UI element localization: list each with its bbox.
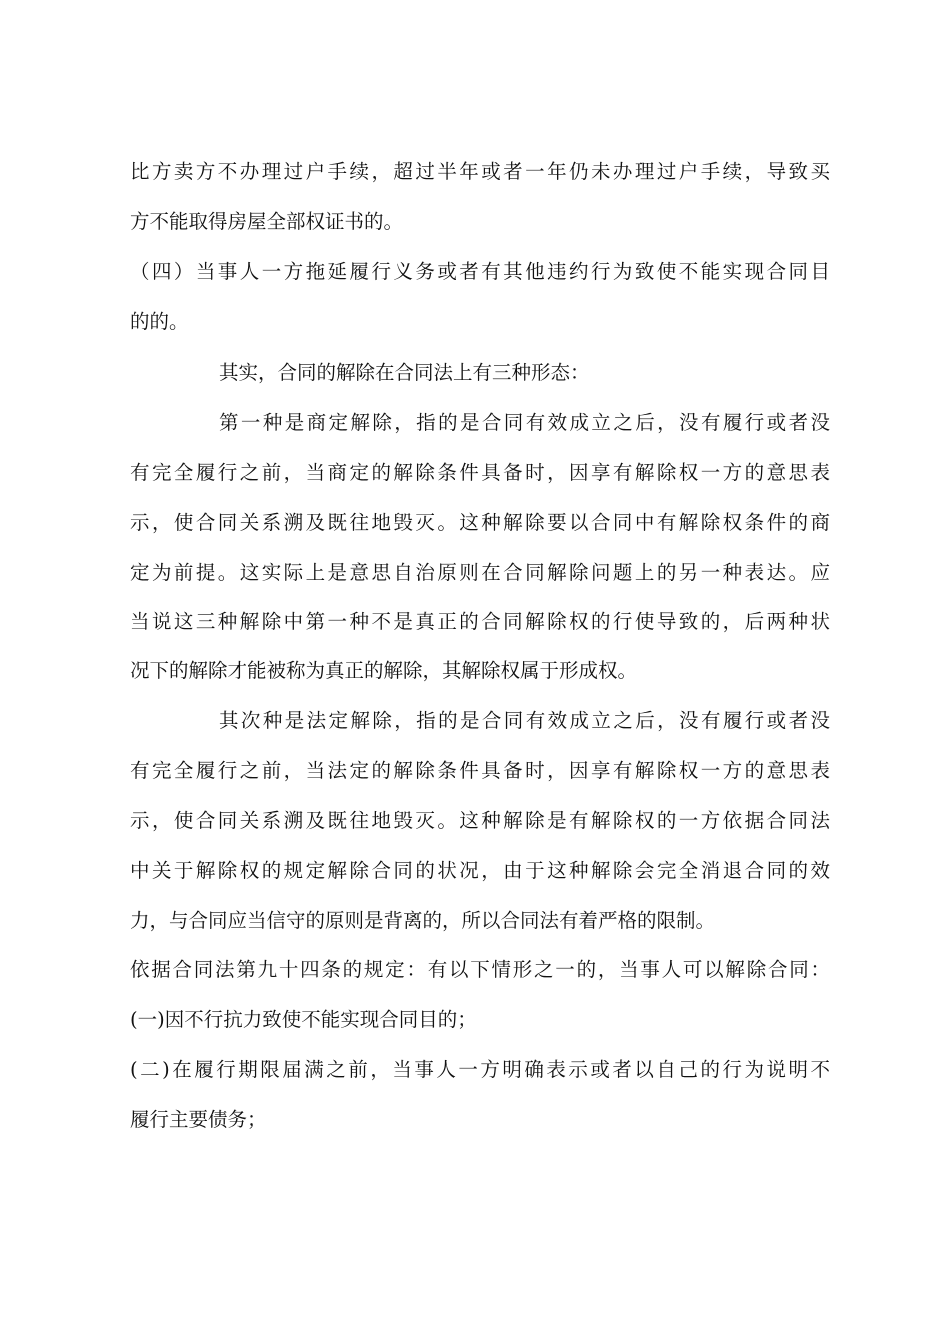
text-line: 示，使合同关系溯及既往地毁灭。这种解除要以合同中有解除权条件的商 bbox=[130, 511, 830, 534]
text-line: 依据合同法第九十四条的规定：有以下情形之一的，当事人可以解除合同： bbox=[130, 958, 830, 981]
text-line: 力，与合同应当信守的原则是背离的，所以合同法有着严格的限制。 bbox=[130, 909, 716, 932]
text-line: 其实，合同的解除在合同法上有三种形态： bbox=[219, 361, 590, 384]
text-line: 况下的解除才能被称为真正的解除，其解除权属于形成权。 bbox=[130, 659, 638, 682]
text-line: 有完全履行之前，当商定的解除条件具备时，因享有解除权一方的意思表 bbox=[130, 461, 830, 484]
text-line: (二)在履行期限届满之前，当事人一方明确表示或者以自己的行为说明不 bbox=[130, 1058, 830, 1081]
text-line: 当说这三种解除中第一种不是真正的合同解除权的行使导致的，后两种状 bbox=[130, 610, 830, 633]
text-line: （四）当事人一方拖延履行义务或者有其他违约行为致使不能实现合同目 bbox=[130, 260, 830, 283]
text-line: 示，使合同关系溯及既往地毁灭。这种解除是有解除权的一方依据合同法 bbox=[130, 809, 830, 832]
text-line: 有完全履行之前，当法定的解除条件具备时，因享有解除权一方的意思表 bbox=[130, 759, 830, 782]
text-line: 定为前提。这实际上是意思自治原则在合同解除问题上的另一种表达。应 bbox=[130, 561, 830, 584]
text-line: 的的。 bbox=[130, 310, 189, 333]
text-line: 比方卖方不办理过户手续，超过半年或者一年仍未办理过户手续，导致买 bbox=[130, 160, 830, 183]
text-line: 方不能取得房屋全部权证书的。 bbox=[130, 210, 404, 233]
text-line: 其次种是法定解除，指的是合同有效成立之后，没有履行或者没 bbox=[219, 709, 830, 732]
text-line: (一)因不行抗力致使不能实现合同目的； bbox=[130, 1008, 477, 1031]
text-line: 履行主要债务； bbox=[130, 1108, 267, 1131]
text-line: 第一种是商定解除，指的是合同有效成立之后，没有履行或者没 bbox=[219, 411, 830, 434]
text-line: 中关于解除权的规定解除合同的状况，由于这种解除会完全消退合同的效 bbox=[130, 859, 830, 882]
